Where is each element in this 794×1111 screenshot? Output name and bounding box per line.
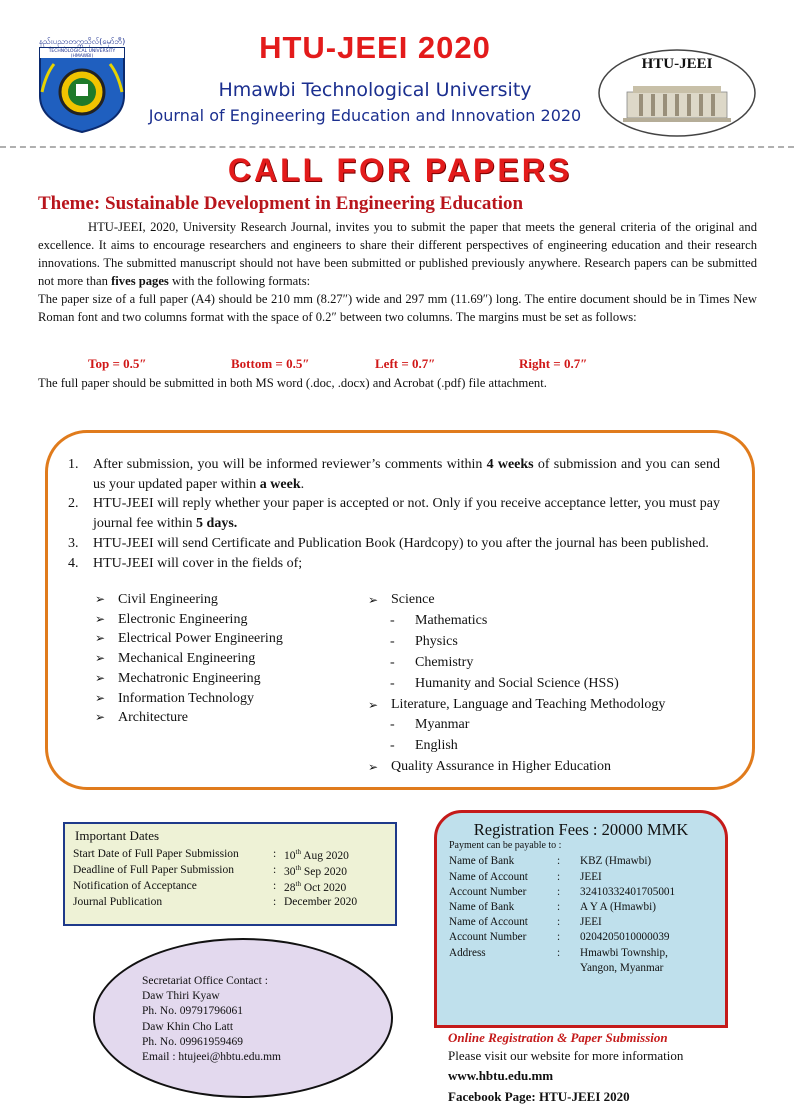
date-row	[73, 864, 393, 880]
bank-value: JEEI	[580, 916, 602, 928]
bank-row	[449, 947, 719, 962]
bank-row	[449, 886, 719, 901]
facebook-page-link[interactable]: Facebook Page: HTU-JEEI 2020	[448, 1089, 630, 1104]
intro-text	[38, 218, 757, 326]
journal-name: Journal of Engineering Education and Innovation 2020	[148, 106, 582, 125]
date-colon: :	[273, 896, 277, 908]
step-2-text: HTU-JEEI will reply whether your paper is accepted or not. Only if you receive acceptance letter, you must pay journal fee within	[93, 496, 720, 532]
bank-colon: :	[557, 855, 561, 867]
margin-top: Top = 0.5″	[88, 356, 147, 371]
subfield-label: Chemistry	[415, 654, 474, 670]
dash-bullet-icon: -	[390, 612, 395, 628]
subfield-label: Mathematics	[415, 612, 488, 628]
margin-right: Right = 0.7″	[519, 356, 588, 371]
list-item	[368, 674, 728, 695]
dash-bullet-icon: -	[390, 675, 395, 691]
field-label: Quality Assurance in Higher Education	[391, 759, 612, 775]
list-item	[68, 554, 720, 574]
date-colon: :	[273, 848, 277, 860]
arrow-bullet-icon: ➢	[368, 593, 379, 607]
list-item	[368, 632, 728, 653]
bank-row	[449, 901, 719, 916]
list-number: 1.	[68, 457, 79, 472]
dash-bullet-icon: -	[390, 654, 395, 670]
list-item	[95, 708, 355, 728]
list-number: 4.	[68, 555, 79, 571]
list-item	[95, 590, 355, 610]
date-day: 30	[284, 865, 296, 878]
date-month-year: Aug 2020	[300, 849, 349, 862]
date-label: Notification of Acceptance	[73, 880, 197, 892]
step-2-bold: 5 days.	[196, 516, 238, 532]
field-label: Electrical Power Engineering	[118, 631, 283, 647]
step-3-text: HTU-JEEI will send Certificate and Publication Book (Hardcopy) to you after the journal has been published.	[93, 535, 709, 551]
bank-label: Account Number	[449, 886, 527, 898]
journal-logo	[597, 48, 757, 138]
contact-phone: Ph. No. 09791796061	[142, 1005, 243, 1018]
bank-label: Account Number	[449, 931, 527, 943]
date-value: December 2020	[284, 896, 358, 908]
bank-colon: :	[557, 916, 561, 928]
margin-bottom: Bottom = 0.5″	[231, 356, 310, 371]
bank-colon: :	[557, 886, 561, 898]
intro-paragraph-2: The paper size of a full paper (A4) should be 210 mm (8.27″) wide and 297 mm (11.69″) long. The entire document should be in Times New Roman font and two columns format with the space of 0.2″ between two columns. The margins must be set as follows:	[38, 292, 757, 324]
date-day: 28	[284, 881, 296, 894]
bank-value: Yangon, Myanmar	[580, 962, 664, 974]
intro-bold-pages: fives pages	[111, 274, 169, 288]
header-divider	[0, 146, 794, 148]
list-item	[95, 649, 355, 669]
bank-label: Name of Account	[449, 871, 528, 883]
date-value	[284, 864, 347, 878]
logo-burmese-text: နည်းပညာတက္ကသိုလ်(မှော်ဘီ)	[38, 37, 126, 46]
date-day: 10	[284, 849, 296, 862]
arrow-bullet-icon: ➢	[95, 690, 106, 705]
field-label: Science	[391, 592, 435, 607]
date-value	[284, 848, 349, 862]
step-1-text-a: After submission, you will be informed reviewer’s comments within	[93, 457, 487, 472]
date-row	[73, 880, 393, 896]
subfield-label: English	[415, 738, 458, 754]
bank-value: Hmawbi Township,	[580, 947, 668, 959]
step-1-text-c: .	[300, 476, 305, 492]
bank-value: KBZ (Hmawbi)	[580, 855, 652, 867]
list-item	[95, 669, 355, 689]
bank-label: Name of Bank	[449, 901, 515, 913]
arrow-bullet-icon: ➢	[95, 710, 106, 725]
bank-value: 32410332401705001	[580, 886, 676, 898]
guidelines-list	[68, 455, 720, 573]
contact-email: Email : htujeei@hbtu.edu.mm	[142, 1051, 281, 1064]
list-item	[368, 736, 728, 757]
bank-value: A Y A (Hmawbi)	[580, 901, 656, 913]
subfield-label: Humanity and Social Science (HSS)	[415, 675, 619, 691]
bank-colon: :	[557, 871, 561, 883]
registration-title: Registration Fees : 20000 MMK	[473, 820, 689, 839]
bank-label: Address	[449, 947, 486, 959]
arrow-bullet-icon: ➢	[368, 697, 379, 712]
online-registration-title: Online Registration & Paper Submission	[448, 1030, 668, 1045]
secretariat-contact	[142, 974, 281, 1065]
list-item	[95, 689, 355, 709]
bank-row	[449, 931, 719, 946]
field-label: Mechanical Engineering	[118, 651, 256, 667]
intro-paragraph-1	[38, 218, 757, 290]
date-suffix: th	[295, 880, 301, 888]
list-item	[68, 494, 720, 533]
subfield-label: Physics	[415, 633, 458, 649]
step-4-text: HTU-JEEI will cover in the fields of;	[93, 555, 303, 571]
contact-name: Daw Thiri Kyaw	[142, 990, 220, 1003]
field-label: Mechatronic Engineering	[118, 670, 261, 686]
bank-label: Name of Bank	[449, 855, 515, 867]
theme-heading: Theme: Sustainable Development in Engineering Education	[38, 193, 524, 214]
contact-name: Daw Khin Cho Latt	[142, 1020, 234, 1033]
field-label: Electronic Engineering	[118, 611, 248, 627]
fields-list-right	[368, 590, 728, 778]
list-number: 3.	[68, 535, 79, 551]
payment-note: Payment can be payable to :	[449, 840, 562, 851]
date-month-year: Sep 2020	[300, 865, 347, 878]
bank-row	[449, 962, 719, 977]
list-item	[95, 610, 355, 630]
university-logo	[36, 34, 128, 134]
list-item	[368, 611, 728, 632]
secretariat-title: Secretariat Office Contact :	[142, 975, 268, 987]
subfield-label: Myanmar	[415, 717, 470, 733]
step-1-bold-b: a week	[259, 476, 301, 492]
dash-bullet-icon: -	[390, 633, 395, 649]
date-colon: :	[273, 864, 277, 876]
fields-list-left	[95, 590, 355, 728]
journal-logo-text: HTU-JEEI	[641, 56, 713, 72]
arrow-bullet-icon: ➢	[368, 760, 379, 775]
list-item	[368, 757, 728, 778]
date-value	[284, 880, 346, 894]
date-row	[73, 896, 393, 912]
list-item	[368, 695, 728, 716]
bank-value: 0204205010000039	[580, 931, 670, 943]
intro-text-a: HTU-JEEI, 2020, University Research Journal, invites you to submit the paper that meets the general criteria of the original and excellence. It aims to encourage researchers and engineers to share their different perspectives of engineering education and their research innovations. The submitted manuscript should not have been submitted or published previously anywhere. Research papers can be submitted not more than	[38, 220, 757, 288]
arrow-bullet-icon: ➢	[95, 592, 106, 606]
call-for-papers-heading: CALL FOR PAPERS	[227, 152, 573, 188]
list-item	[368, 715, 728, 736]
field-label: Civil Engineering	[118, 592, 218, 607]
margin-left: Left = 0.7″	[375, 356, 436, 371]
bank-value: JEEI	[580, 871, 602, 883]
field-label: Architecture	[118, 710, 188, 726]
website-link[interactable]: www.hbtu.edu.mm	[448, 1068, 554, 1083]
bank-row	[449, 871, 719, 886]
step-1-bold-a: 4 weeks	[486, 457, 534, 472]
date-month-year: Oct 2020	[300, 881, 347, 894]
list-item	[68, 534, 720, 554]
date-row	[73, 848, 393, 864]
arrow-bullet-icon: ➢	[95, 670, 106, 685]
date-suffix: th	[295, 848, 301, 856]
visit-website-text: Please visit our website for more information	[448, 1048, 684, 1063]
list-item	[68, 455, 720, 494]
list-item	[95, 629, 355, 649]
list-number: 2.	[68, 496, 79, 512]
attachment-note: The full paper should be submitted in both MS word (.doc, .docx) and Acrobat (.pdf) file attachment.	[38, 376, 547, 390]
date-label: Deadline of Full Paper Submission	[73, 864, 234, 876]
date-suffix: th	[295, 864, 301, 872]
arrow-bullet-icon: ➢	[95, 611, 106, 626]
dash-bullet-icon: -	[390, 717, 395, 733]
university-name: Hmawbi Technological University	[218, 79, 532, 101]
bank-colon: :	[557, 901, 561, 913]
list-item	[368, 590, 728, 611]
date-label: Journal Publication	[73, 896, 163, 908]
date-colon: :	[273, 880, 277, 892]
important-dates-title: Important Dates	[75, 828, 160, 843]
field-label: Information Technology	[118, 690, 255, 706]
bank-colon: :	[557, 931, 561, 943]
bank-row	[449, 916, 719, 931]
dash-bullet-icon: -	[390, 738, 395, 754]
date-label: Start Date of Full Paper Submission	[73, 848, 239, 860]
field-label: Literature, Language and Teaching Methodology	[391, 696, 666, 712]
contact-phone: Ph. No. 09961959469	[142, 1035, 243, 1048]
bank-label: Name of Account	[449, 916, 528, 928]
bank-colon: :	[557, 947, 561, 959]
page-title: HTU-JEEI 2020	[259, 30, 491, 65]
list-item	[368, 653, 728, 674]
step-1-text-b: of submission and you can send us your updated paper within	[93, 457, 720, 492]
logo-english-text: TECHNOLOGICAL UNIVERSITY (HMAWBI)	[48, 49, 116, 59]
arrow-bullet-icon: ➢	[95, 651, 106, 666]
intro-text-b: with the following formats:	[168, 274, 311, 288]
bank-row	[449, 855, 719, 870]
arrow-bullet-icon: ➢	[95, 631, 106, 646]
margin-settings	[38, 356, 757, 376]
